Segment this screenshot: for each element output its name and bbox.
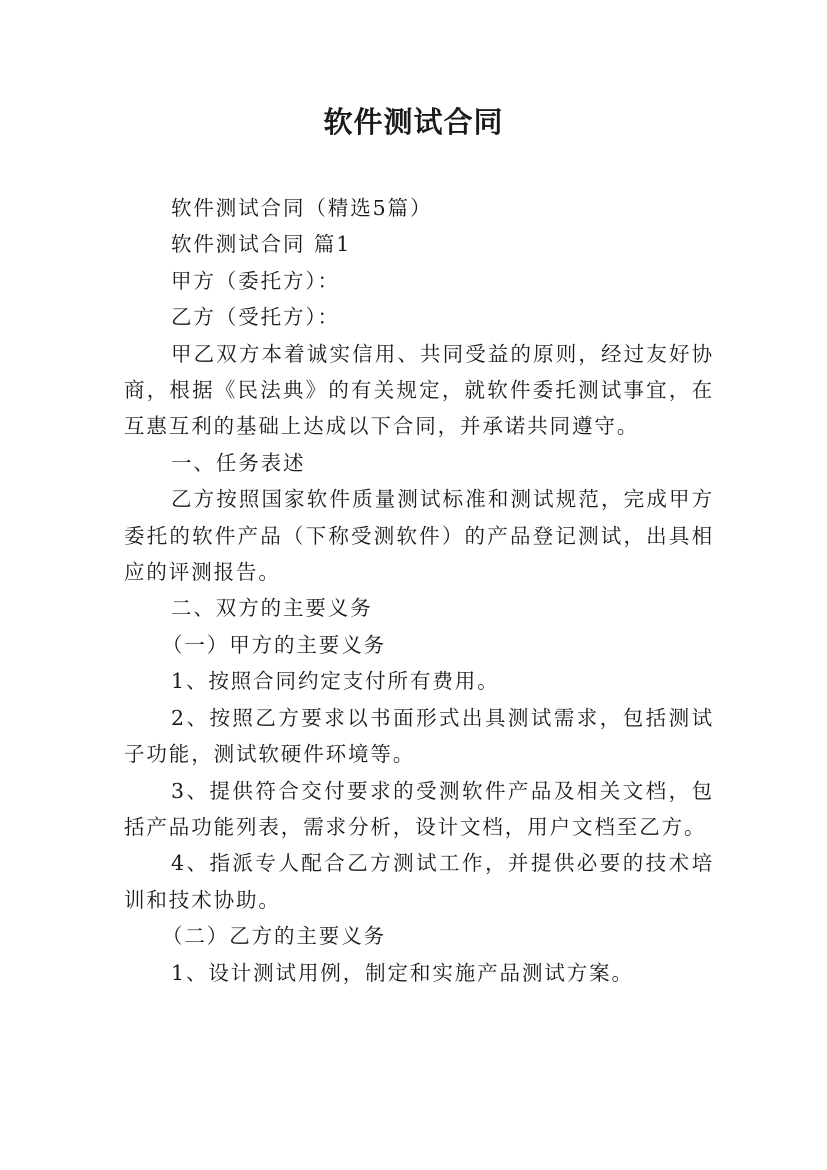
subsection-heading-party-b: （二）乙方的主要义务 bbox=[162, 924, 386, 949]
subsection-heading-party-a: （一）甲方的主要义务 bbox=[162, 632, 386, 657]
party-a-line: 甲方（委托方）： bbox=[171, 268, 340, 293]
party-a-obligation-4: 4、指派专人配合乙方测试工作，并提供必要的技术培训和技术协助。 bbox=[124, 851, 714, 912]
party-a-obligation-3: 3、提供符合交付要求的受测软件产品及相关文档，包括产品功能列表，需求分析，设计文档，用户文档至乙方。 bbox=[124, 778, 714, 839]
document-title: 软件测试合同 bbox=[323, 105, 504, 139]
party-b-line: 乙方（受托方）： bbox=[171, 305, 340, 330]
section-heading-part1: 软件测试合同 篇1 bbox=[171, 232, 352, 257]
task-description-paragraph: 乙方按照国家软件质量测试标准和测试规范，完成甲方委托的软件产品（下称受测软件）的产品登记测试，出具相应的评测报告。 bbox=[124, 487, 714, 585]
party-a-obligation-2: 2、按照乙方要求以书面形式出具测试需求，包括测试子功能，测试软硬件环境等。 bbox=[124, 705, 714, 767]
document-body bbox=[124, 190, 714, 991]
preamble-paragraph: 甲乙双方本着诚实信用、共同受益的原则，经过友好协商，根据《民法典》的有关规定，就软件委托测试事宜，在互惠互利的基础上达成以下合同，并承诺共同遵守。 bbox=[124, 341, 714, 439]
party-a-obligation-1: 1、按照合同约定支付所有费用。 bbox=[171, 669, 500, 694]
party-b-obligation-1: 1、设计测试用例，制定和实施产品测试方案。 bbox=[171, 960, 634, 985]
doc-subtitle: 软件测试合同（精选5篇） bbox=[171, 196, 433, 220]
section-heading-obligations: 二、双方的主要义务 bbox=[171, 596, 373, 621]
section-heading-task: 一、任务表述 bbox=[171, 450, 306, 475]
